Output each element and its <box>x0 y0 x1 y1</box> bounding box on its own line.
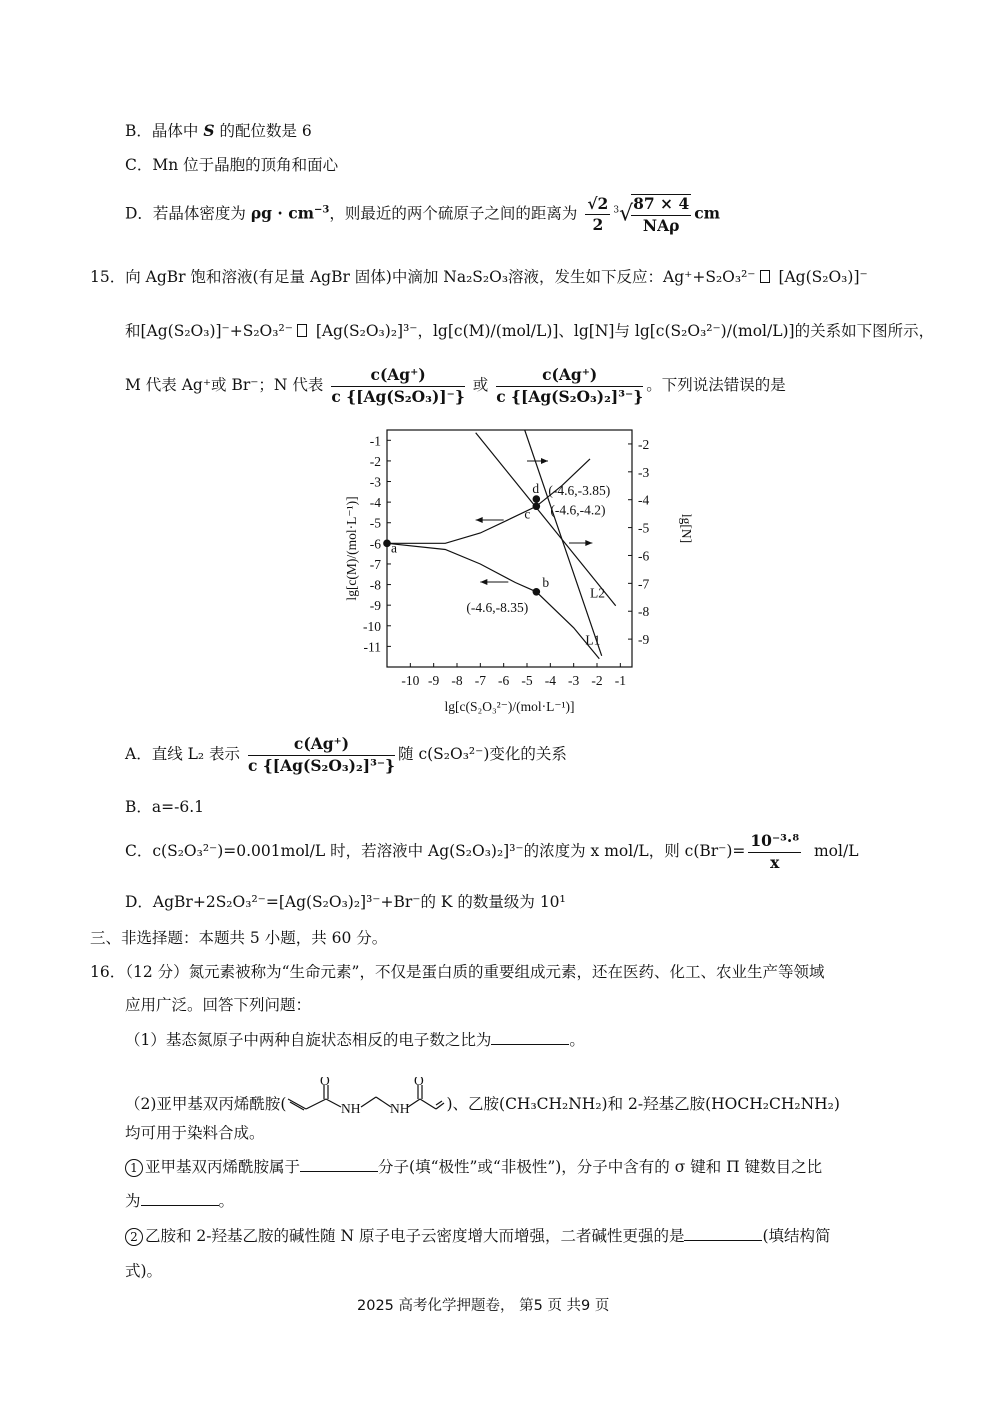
q16-sub2-line2: 式)。 <box>125 1262 163 1280</box>
arrow-left-low-head <box>480 579 487 585</box>
y-tick-label: -4 <box>369 495 381 511</box>
y2-tick-label: -2 <box>638 436 650 452</box>
section-heading: 三、非选择题：本题共 5 小题，共 60 分。 <box>90 929 388 947</box>
answer-blank[interactable] <box>491 1030 569 1045</box>
q15-line3: M 代表 Ag⁺或 Br⁻；N 代表 $\frac{c(Ag^+)}{\text{c \{[Ag(S₂O₃)]⁻\}}}$ 或 $\frac{c(Ag^+)}{\text{c \{[Ag(S₂O₃)₂]³⁻\}}}$ 。下列说法错误的是 <box>125 365 786 406</box>
point-annotation-c: (-4.6,-4.2) <box>550 502 606 518</box>
y2-tick-label: -3 <box>638 464 650 480</box>
x-tick-label: -7 <box>474 673 486 688</box>
y-tick-label: -2 <box>369 453 381 469</box>
y2-tick-label: -8 <box>638 604 650 620</box>
q15-line1: 15．向 AgBr 饱和溶液(有足量 AgBr 固体)中滴加 Na₂S₂O₃溶液，发生如下反应：Ag⁺+S₂O₃²⁻ [Ag(S₂O₃)]⁻ <box>90 268 868 286</box>
line-label-l2: L2 <box>590 585 605 601</box>
y-tick-label: -8 <box>369 577 381 593</box>
arrow-right-mid-head <box>585 540 592 546</box>
y-tick-label: -9 <box>369 598 381 614</box>
q14-option-b: B．晶体中 S 的配位数是 6 <box>125 121 312 140</box>
arrow-left-mid-head <box>476 517 483 523</box>
q15-option-d: D．AgBr+2S₂O₃²⁻=[Ag(S₂O₃)₂]³⁻+Br⁻的 K 的数量级为 10¹ <box>125 893 566 911</box>
struct-nh1: NH <box>341 1101 361 1116</box>
point-d <box>533 495 541 503</box>
plot-frame <box>387 430 632 667</box>
y2-tick-label: -5 <box>638 520 650 536</box>
q16-sub2: 2 乙胺和 2-羟基乙胺的碱性随 N 原子电子云密度增大而增强，二者碱性更强的是 (填结构简 <box>125 1226 831 1246</box>
q15-c-fraction: $\frac{\text{10⁻³·⁸}}{x}$ <box>750 831 800 872</box>
x-tick-label: -5 <box>521 673 533 688</box>
q15-a-fraction: $\frac{c(Ag^+)}{\text{c \{[Ag(S₂O₃)₂]³⁻\}}}$ <box>248 734 396 775</box>
q16-part2: （2)亚甲基双丙烯酰胺( O O NH NH )、乙胺(CH₃CH₂NH₂)和 2-羟基乙胺(HOCH₂CH₂NH₂) <box>125 1077 840 1117</box>
point-annotation-d: (-4.6,-3.85) <box>548 483 611 499</box>
x-tick-label: -3 <box>568 673 580 688</box>
page-footer: 2025 高考化学押题卷， 第5 页 共9 页 <box>357 1298 610 1314</box>
q15-frac-2: $\frac{c(Ag^+)}{\text{c \{[Ag(S₂O₃)₂]³⁻\}}}$ <box>496 365 644 406</box>
y-tick-label: -7 <box>369 556 381 572</box>
x-tick-label: -8 <box>451 673 463 688</box>
y-tick-label: -5 <box>369 515 381 531</box>
y-tick-label: -6 <box>369 536 381 552</box>
x-tick-label: -9 <box>428 673 440 688</box>
x-tick-label: -1 <box>614 673 626 688</box>
struct-nh2: NH <box>390 1101 410 1116</box>
q15-option-c: C．c(S₂O₃²⁻)=0.001mol/L 时，若溶液中 Ag(S₂O₃)₂]³⁻的浓度为 x mol/L，则 c(Br⁻)= $\frac{\text{10⁻³·⁸}}{x}$ mol/L <box>125 831 859 872</box>
y-tick-label: -11 <box>363 639 381 655</box>
y2-axis-label: lg[N] <box>679 513 694 544</box>
point-label-b: b <box>542 574 550 590</box>
q16-sub1: 1 亚甲基双丙烯酰胺属于 分子(填“极性”或“非极性”)，分子中含有的 σ 键和 Π 键数目之比 <box>125 1157 822 1177</box>
y2-tick-label: -7 <box>638 576 650 592</box>
q14-d-root: $\frac{87 \times 4}{\text{NAρ}}$ <box>633 194 690 235</box>
point-c <box>533 502 541 510</box>
point-label-c: c <box>524 506 531 522</box>
point-b <box>533 588 541 596</box>
y2-tick-label: -9 <box>638 632 650 648</box>
point-label-a: a <box>391 540 397 556</box>
bisacrylamide-structure <box>286 1077 446 1117</box>
q16-part2-line2: 均可用于染料合成。 <box>125 1124 265 1142</box>
q15-option-a: A．直线 L₂ 表示 $\frac{c(Ag^+)}{\text{c \{[Ag(S₂O₃)₂]³⁻\}}}$ 随 c(S₂O₃²⁻)变化的关系 <box>125 734 567 775</box>
answer-blank[interactable] <box>684 1226 762 1241</box>
x-tick-label: -6 <box>498 673 510 688</box>
q15-frac-1: $\frac{c(Ag^+)}{\text{c \{[Ag(S₂O₃)]⁻\}}}$ <box>331 365 465 406</box>
q14-d-fraction: $\frac{√2}{2}$ <box>587 193 609 235</box>
answer-blank[interactable] <box>300 1157 378 1172</box>
struct-o1: O <box>320 1077 331 1088</box>
q15-option-b: B．a=-6.1 <box>125 798 205 816</box>
q14-option-c: C．Mn 位于晶胞的顶角和面心 <box>125 156 339 174</box>
y-axis-label: lg[c(M)/(mol·L⁻¹)] <box>344 496 359 601</box>
point-annotation-b: (-4.6,-8.35) <box>466 599 529 615</box>
q14-option-d: D．若晶体密度为 $\rho g \cdot cm^{-3}$，则最近的两个硫原子之间的距离为 $\frac{√2}{2}$ $^3$√ $\frac{87 \times 4}{\text{NAρ}}$ cm <box>125 193 721 235</box>
q16-sub1-line2: 为 。 <box>125 1192 235 1210</box>
q15-chart <box>330 420 700 725</box>
q16-line1: 16．（12 分）氮元素被称为“生命元素”，不仅是蛋白质的重要组成元素，还在医药、化工、农业生产等领域 <box>90 963 825 981</box>
q15-line2: 和[Ag(S₂O₃)]⁻+S₂O₃²⁻ [Ag(S₂O₃)₂]³⁻，lg[c(M)/(mol/L)]、lg[N]与 lg[c(S₂O₃²⁻)/(mol/L)]的关系如下图所示， <box>125 322 935 340</box>
y2-tick-label: -6 <box>638 548 650 564</box>
x-tick-label: -4 <box>544 673 556 688</box>
y-tick-label: -3 <box>369 474 381 490</box>
x-axis-label: lg[c(S₂O₃²⁻)/(mol·L⁻¹)] <box>444 699 575 714</box>
y-tick-label: -10 <box>363 618 381 634</box>
arrow-right-top-head <box>541 458 548 464</box>
y-tick-label: -1 <box>369 433 381 449</box>
q16-part1: （1）基态氮原子中两种自旋状态相反的电子数之比为 。 <box>125 1031 585 1049</box>
line-label-l1: L1 <box>585 632 601 648</box>
struct-o2: O <box>414 1077 425 1088</box>
q16-line2: 应用广泛。回答下列问题： <box>125 996 312 1014</box>
point-label-d: d <box>532 481 540 497</box>
x-tick-label: -10 <box>401 673 420 688</box>
answer-blank[interactable] <box>141 1191 219 1206</box>
point-a <box>383 540 391 548</box>
x-tick-label: -2 <box>591 673 603 688</box>
y2-tick-label: -4 <box>638 492 650 508</box>
